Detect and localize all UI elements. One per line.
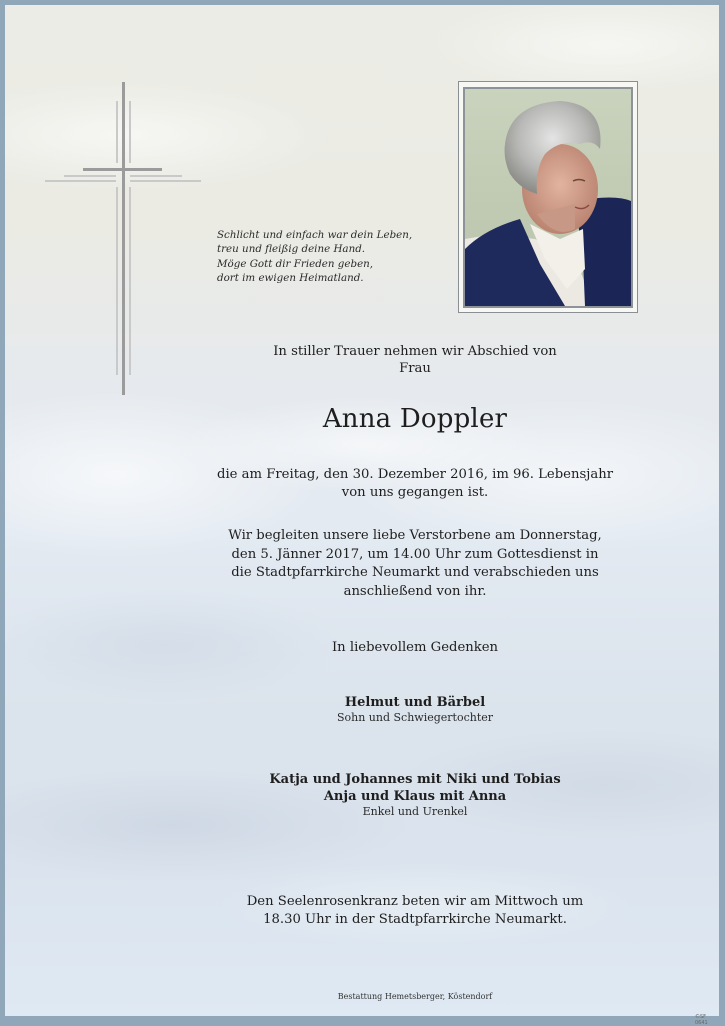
death-line: die am Freitag, den 30. Dezember 2016, im 96. Lebensjahr: [217, 467, 613, 482]
portrait-image: [465, 89, 631, 306]
rosary-line: Den Seelenrosenkranz beten wir am Mittwoch um: [246, 894, 584, 909]
poem-line: Möge Gott dir Frieden geben,: [217, 257, 374, 270]
deceased-name: Anna Doppler: [322, 404, 508, 434]
salutation: Frau: [399, 361, 431, 376]
portrait-photo: [463, 87, 633, 308]
undertaker-credit: Bestattung Hemetsberger, Köstendorf: [337, 992, 493, 1001]
mourner-names: Helmut und Bärbel: [344, 695, 486, 710]
mourner-relation: Enkel und Urenkel: [362, 805, 468, 818]
intro-text: [195, 343, 635, 377]
mourner-relation: Sohn und Schwiegertochter: [336, 711, 494, 724]
mourner-group: [195, 694, 635, 725]
memory-line: In liebevollem Gedenken: [331, 640, 499, 655]
poem: [217, 228, 457, 285]
poem-line: Schlicht und einfach war dein Leben,: [217, 229, 413, 241]
obituary-page: [5, 5, 719, 1026]
portrait-frame: [458, 81, 638, 313]
poem-line: dort im ewigen Heimatland.: [217, 271, 364, 284]
funeral-line: Wir begleiten unsere liebe Verstorbene am Donnerstag,: [228, 528, 602, 543]
rosary-notice: [195, 893, 635, 929]
funeral-details: [195, 527, 635, 601]
death-line: von uns gegangen ist.: [341, 484, 489, 500]
mourner-names: Anja und Klaus mit Anna: [323, 789, 507, 804]
funeral-line: die Stadtpfarrkirche Neumarkt und verabschieden uns: [231, 565, 599, 580]
mourner-names: Katja und Johannes mit Niki und Tobias: [269, 772, 561, 787]
death-notice: [195, 466, 635, 501]
document-code: ©SF 0641: [695, 1014, 708, 1026]
funeral-line: anschließend von ihr.: [343, 583, 487, 599]
mourner-group: [195, 771, 635, 819]
funeral-line: den 5. Jänner 2017, um 14.00 Uhr zum Gottesdienst in: [231, 546, 599, 562]
poem-line: treu und fleißig deine Hand.: [217, 243, 366, 256]
rosary-line: 18.30 Uhr in der Stadtpfarrkirche Neumarkt.: [263, 912, 567, 927]
intro-line: In stiller Trauer nehmen wir Abschied von: [273, 344, 557, 359]
